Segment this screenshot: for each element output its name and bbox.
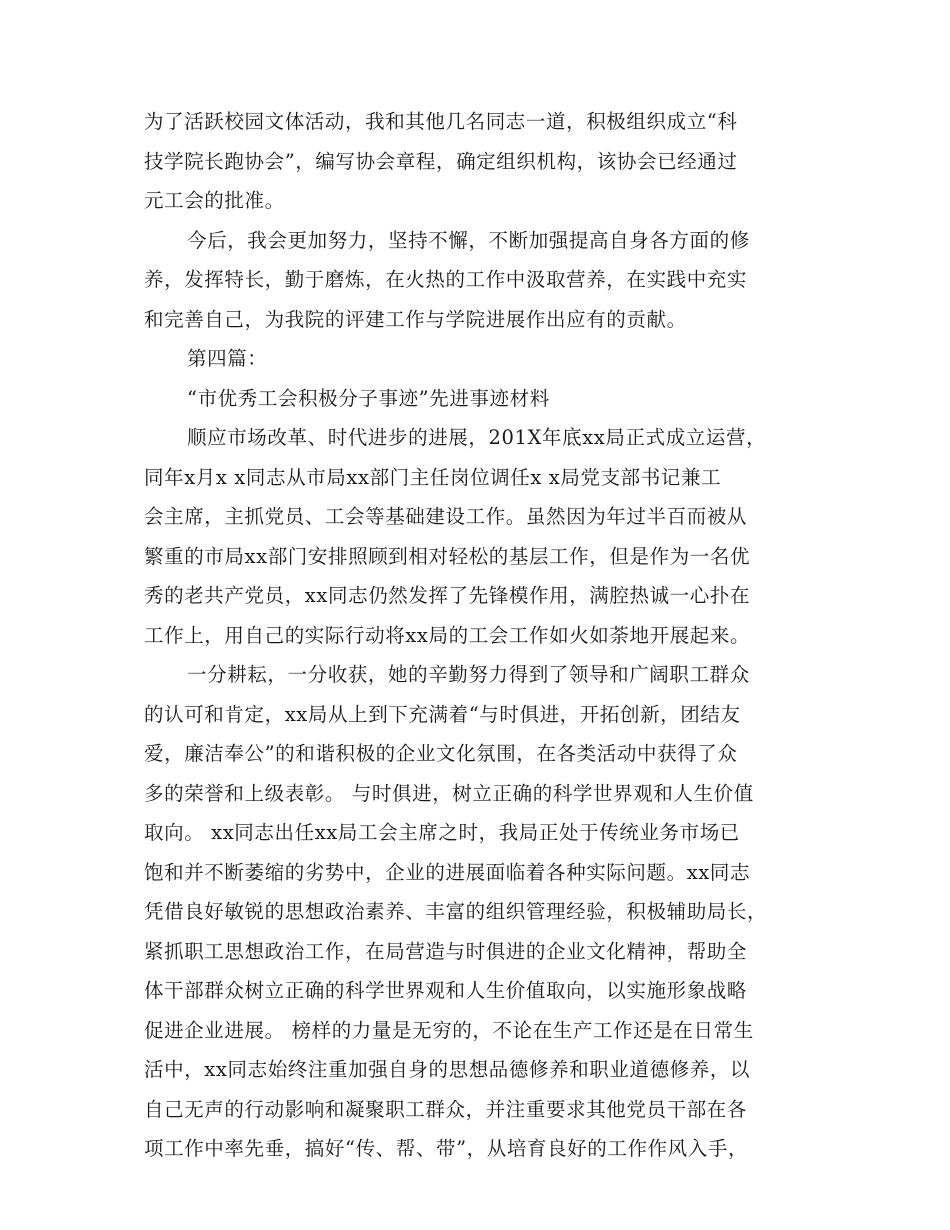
text-line: 一分耕耘，一分收获，她的辛勤努力得到了领导和广阔职工群众 bbox=[187, 663, 750, 686]
text-line: 凭借良好敏锐的思想政治素养、丰富的组织管理经验，积极辅助局长， bbox=[144, 900, 768, 923]
text-line: 紧抓职工思想政治工作，在局营造与时俱进的企业文化精神，帮助全 bbox=[144, 939, 748, 963]
text-line: 养，发挥特长，勤于磨炼，在火热的工作中汲取营养，在实践中充实 bbox=[144, 268, 748, 291]
text-line: 工作上，用自己的实际行动将xx局的工会工作如火如荼地开展起来。 bbox=[144, 623, 751, 647]
text-line: 技学院长跑协会”，编写协会章程，确定组织机构，该协会已经通过 bbox=[144, 149, 738, 173]
text-line: 的认可和肯定，xx局从上到下充满着“与时俱进，开拓创新，团结友 bbox=[144, 702, 741, 726]
text-line: 爱，廉洁奉公”的和谐积极的企业文化氛围，在各类活动中获得了众 bbox=[144, 742, 738, 765]
text-line: 今后，我会更加努力，坚持不懈，不断加强提高自身各方面的修 bbox=[187, 228, 750, 252]
text-line: 元工会的批准。 bbox=[144, 189, 285, 212]
text-line: 同年x月x x同志从市局xx部门主任岗位调任x x局党支部书记兼工 bbox=[144, 465, 722, 489]
text-line: 饱和并不断萎缩的劣势中，企业的进展面临着各种实际问题。xx同志 bbox=[144, 860, 751, 884]
text-line: 为了活跃校园文体活动，我和其他几名同志一道，积极组织成立“科 bbox=[144, 110, 738, 133]
text-line: 取向。 xx同志出任xx局工会主席之时，我局正处于传统业务市场已 bbox=[144, 821, 740, 844]
section-title: “市优秀工会积极分子事迹”先进事迹材料 bbox=[187, 386, 550, 410]
text-line: 自己无声的行动影响和凝聚职工群众，并注重要求其他党员干部在各 bbox=[144, 1097, 748, 1121]
text-line: 繁重的市局xx部门安排照顾到相对轻松的基层工作，但是作为一名优 bbox=[144, 544, 751, 568]
text-line: 体干部群众树立正确的科学世界观和人生价值取向，以实施形象战略 bbox=[144, 979, 748, 1002]
text-line: 多的荣誉和上级表彰。 与时俱进，树立正确的科学世界观和人生价值 bbox=[144, 781, 754, 805]
text-line: 会主席，主抓党员、工会等基础建设工作。虽然因为年过半百而被从 bbox=[144, 505, 748, 528]
text-line: 秀的老共产党员，xx同志仍然发挥了先锋模作用，满腔热诚一心扑在 bbox=[144, 584, 751, 607]
text-line: 活中，xx同志始终注重加强自身的思想品德修养和职业道德修养，以 bbox=[144, 1058, 751, 1081]
section-heading: 第四篇： bbox=[187, 347, 268, 370]
text-line: 项工作中率先垂，搞好“传、帮、带”，从培育良好的工作作风入手， bbox=[144, 1137, 749, 1160]
text-line: 顺应市场改革、时代进步的进展，201X年底xx局正式成立运营， bbox=[187, 426, 767, 449]
document-page bbox=[144, 102, 808, 1169]
text-line: 促进企业进展。 榜样的力量是无穷的，不论在生产工作还是在日常生 bbox=[144, 1018, 754, 1042]
text-line: 和完善自己，为我院的评建工作与学院进展作出应有的贡献。 bbox=[144, 307, 687, 331]
